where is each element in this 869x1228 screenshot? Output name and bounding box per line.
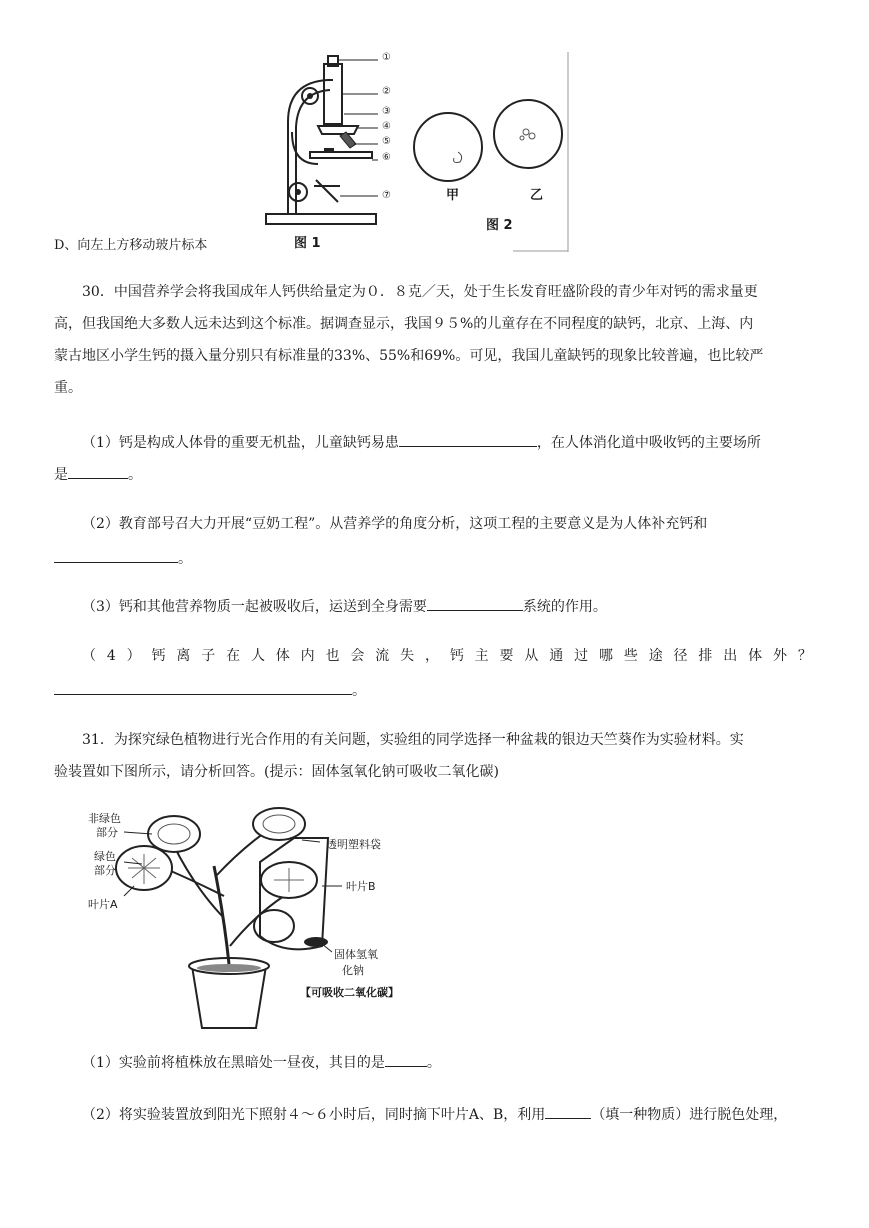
label-green-1: 绿色 (94, 850, 116, 863)
label-naoh-2: 化钠 (342, 964, 364, 977)
q30-para-line-2: 高，但我国绝大多数人远未达到这个标准。据调查显示，我国９５%的儿童存在不同程度的缺钙，北京、上海、内 (54, 316, 754, 332)
label-fig2: 图 2 (486, 218, 513, 233)
label-yi: 乙 (530, 188, 544, 203)
label-jia: 甲 (446, 188, 460, 203)
label-green-2: 部分 (94, 864, 116, 877)
q30-sub-4: （ 4 ） 钙 离 子 在 人 体 内 也 会 流 失 ， 钙 主 要 从 通 过 哪 些 途 径 排 出 体 外 ？ (82, 648, 812, 664)
q31-sub-2: （2）将实验装置放到阳光下照射４～６小时后，同时摘下叶片A、B，利用 （填一种物质）进行脱色处理， (82, 1104, 787, 1125)
geranium-figure (84, 806, 444, 1036)
label-naoh-1: 固体氢氧 (334, 948, 378, 961)
answer-blank-disease[interactable] (399, 432, 537, 447)
q30-para-line-4: 重。 (54, 380, 82, 396)
label-non-green-2: 部分 (96, 826, 118, 839)
callout-1: ① (382, 52, 391, 63)
answer-blank-excretion[interactable] (54, 680, 352, 695)
q30-sub-2: （2）教育部号召大力开展“豆奶工程”。从营养学的角度分析，这项工程的主要意义是为人体补充钙和 (82, 516, 708, 532)
label-fig1: 图 1 (294, 236, 321, 251)
callout-6: ⑥ (382, 152, 391, 163)
geranium-drawing (84, 806, 444, 1036)
label-non-green-1: 非绿色 (88, 812, 121, 825)
callout-3: ③ (382, 106, 391, 117)
label-absorbs-co2: 【可吸收二氧化碳】 (300, 986, 399, 999)
label-plastic-bag: 透明塑料袋 (326, 838, 381, 851)
q30-sub-1-cont: 是 。 (54, 464, 142, 485)
callout-2: ② (382, 86, 391, 97)
answer-blank-absorption-site[interactable] (68, 464, 128, 479)
callout-5: ⑤ (382, 136, 391, 147)
q30-sub-4-cont: 。 (54, 680, 366, 701)
answer-blank-purpose[interactable] (385, 1052, 427, 1067)
q30-para-line-1: 30．中国营养学会将我国成年人钙供给量定为０．８克／天，处于生长发育旺盛阶段的青少年对钙的需求量更 (82, 284, 758, 300)
answer-blank-nutrient[interactable] (54, 548, 178, 563)
q31-para-line-2: 验装置如下图所示，请分析回答。(提示：固体氢氧化钠可吸收二氧化碳) (54, 764, 499, 780)
answer-blank-substance[interactable] (545, 1104, 591, 1119)
q31-sub-1: （1）实验前将植株放在黑暗处一昼夜，其目的是 。 (82, 1052, 441, 1073)
microscope-drawing (258, 52, 570, 252)
q30-sub-2-cont: 。 (54, 548, 192, 569)
callout-4: ④ (382, 121, 391, 132)
view-circle-jia (414, 113, 482, 181)
callout-7: ⑦ (382, 190, 391, 201)
q29-option-d: D、向左上方移动玻片标本 (54, 238, 208, 253)
answer-blank-system[interactable] (427, 596, 523, 611)
q31-para-line-1: 31．为探究绿色植物进行光合作用的有关问题，实验组的同学选择一种盆栽的银边天竺葵作为实验材料。实 (82, 732, 744, 748)
microscope-figure (258, 52, 570, 252)
q30-sub-1: （1）钙是构成人体骨的重要无机盐，儿童缺钙易患 ，在人体消化道中吸收钙的主要场所 (82, 432, 761, 453)
label-leaf-a: 叶片A (88, 898, 118, 911)
q30-sub-3: （3）钙和其他营养物质一起被吸收后，运送到全身需要 系统的作用。 (82, 596, 607, 617)
q30-para-line-3: 蒙古地区小学生钙的摄入量分别只有标准量的33%、55%和69%。可见，我国儿童缺钙的现象比较普遍，也比较严 (54, 348, 764, 364)
label-leaf-b: 叶片B (346, 880, 376, 893)
